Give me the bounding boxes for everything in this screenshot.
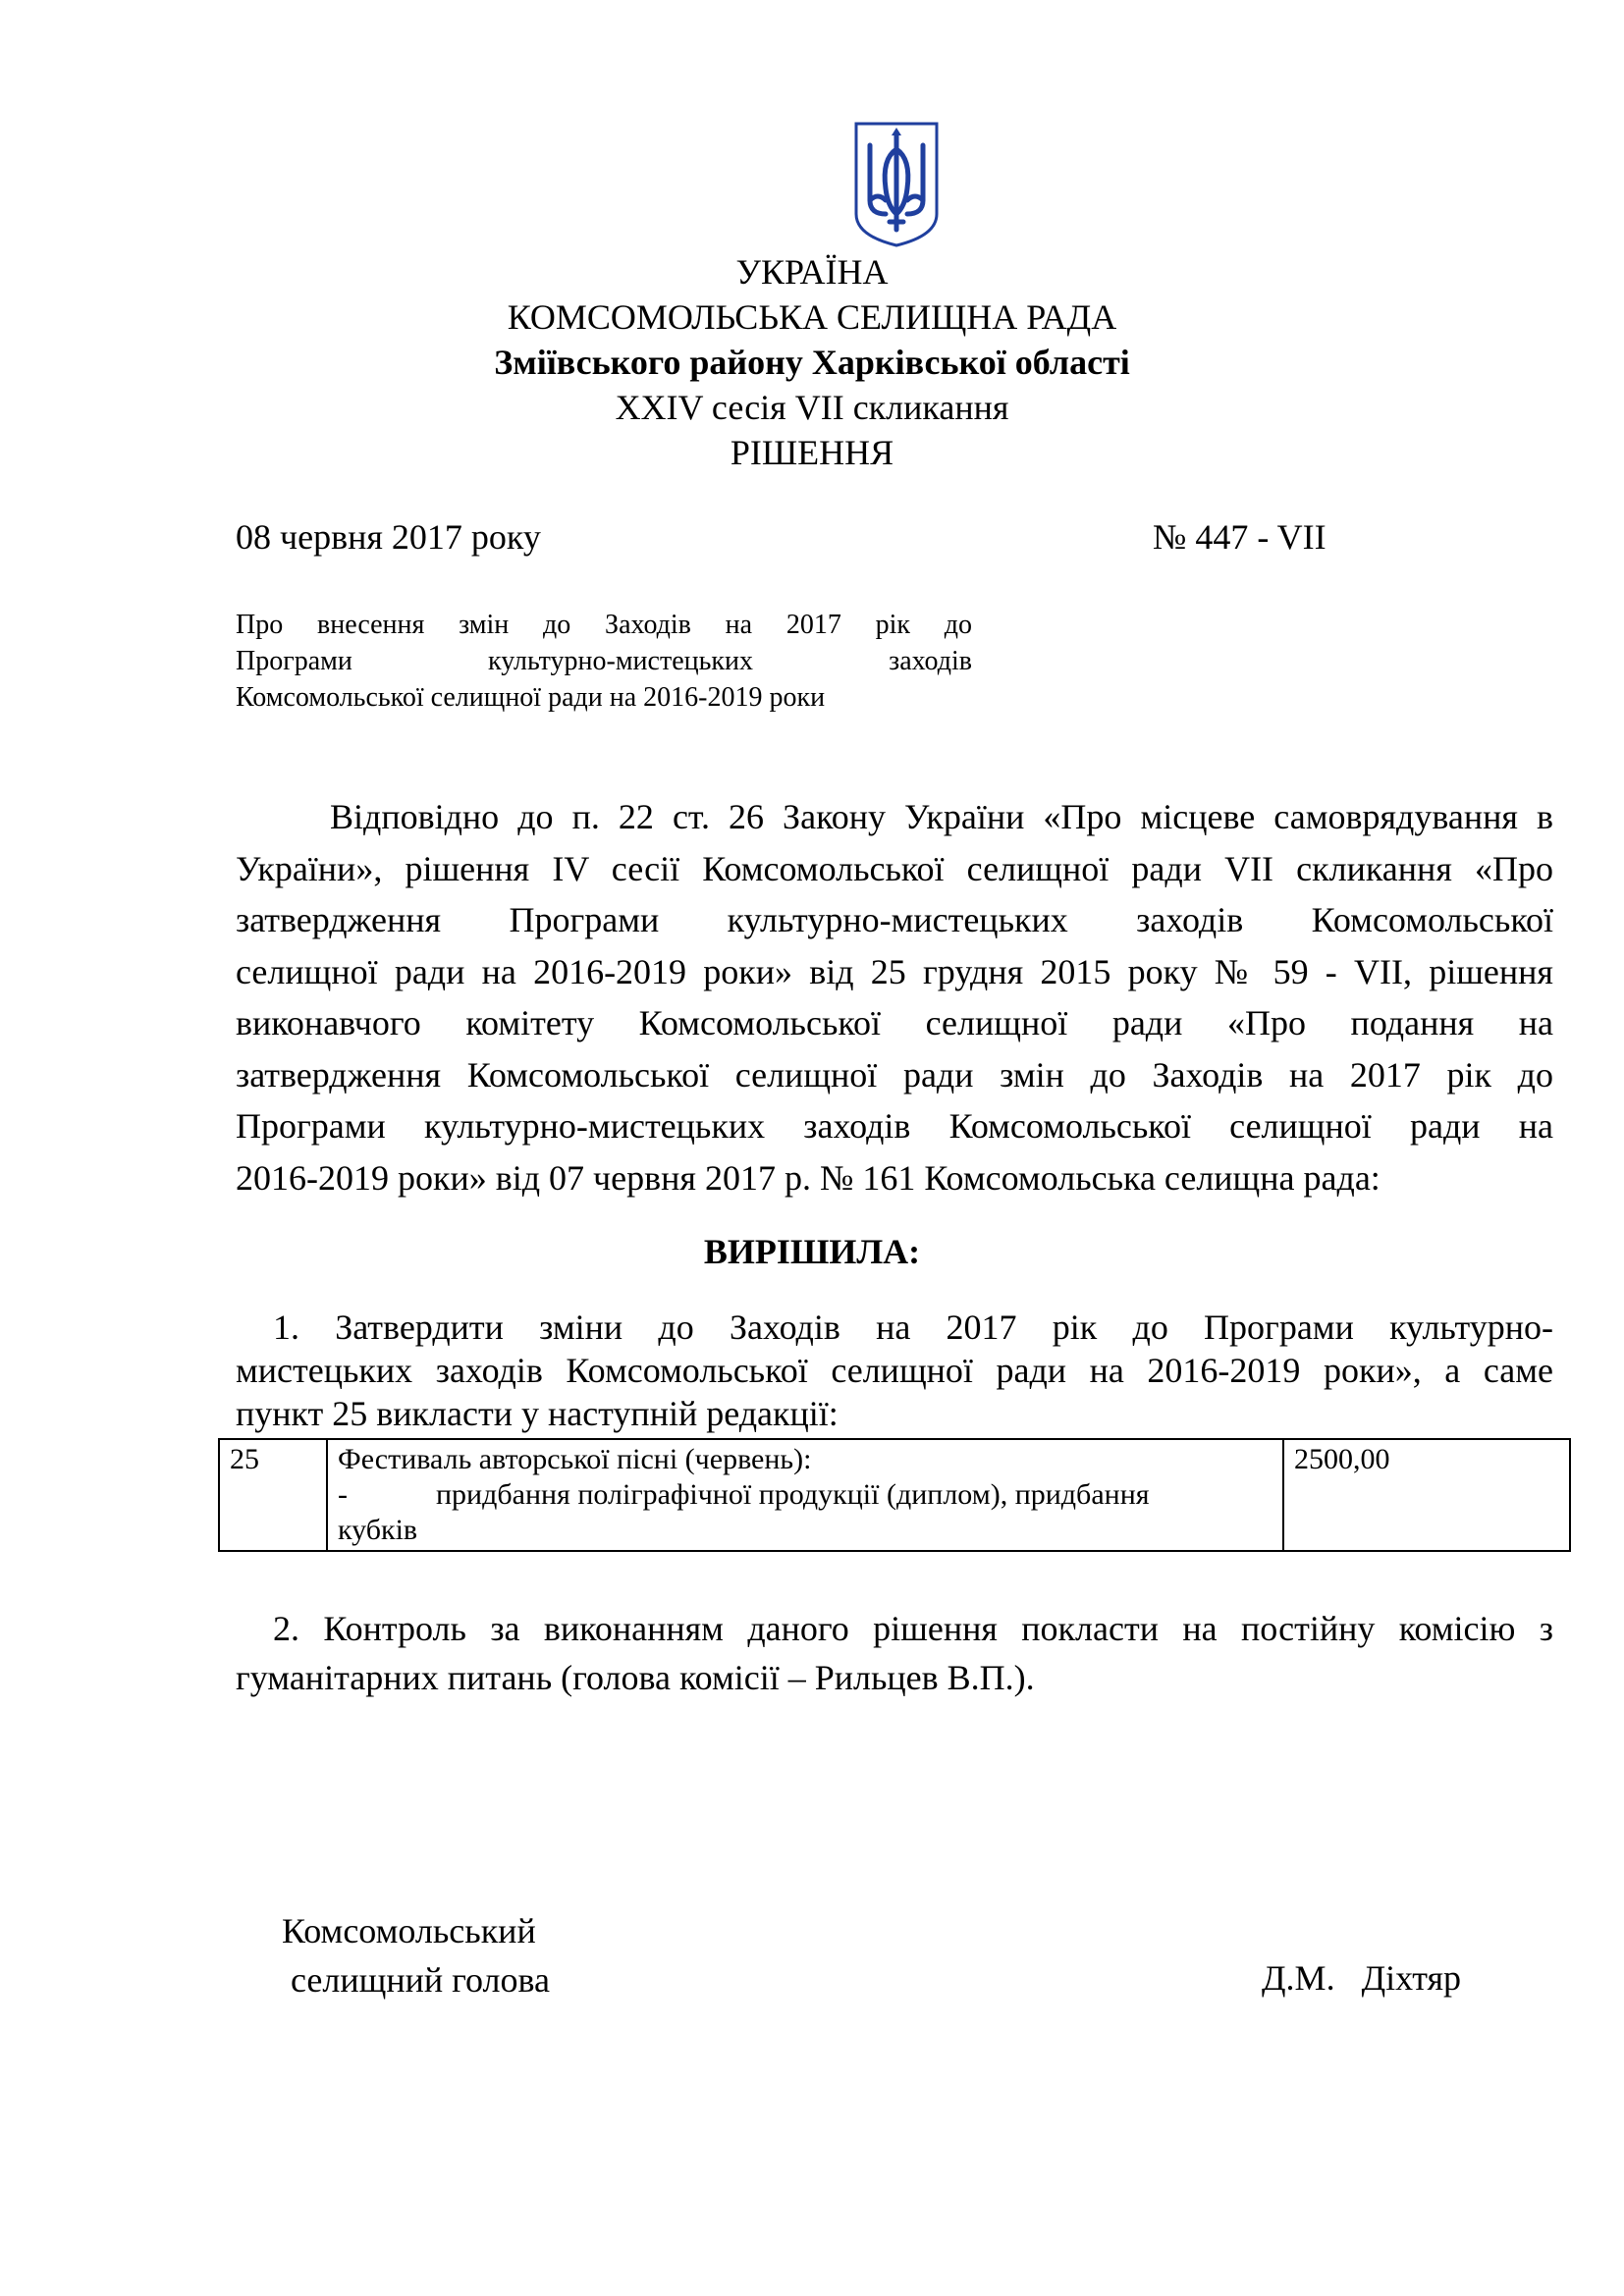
item-1-paragraph xyxy=(236,1306,1553,1435)
item-bullet xyxy=(338,1477,1272,1513)
decided-heading: ВИРІШИЛА: xyxy=(703,1232,921,1271)
preamble-line: Програми культурно-мистецьких заходів Комсомольської селищної ради на xyxy=(236,1106,1553,1146)
subject-line: Програми культурно-мистецьких заходів xyxy=(236,646,972,676)
preamble-line: селищної ради на 2016-2019 роки» від 25 грудня 2015 року № 59 - VII, рішення xyxy=(236,951,1553,991)
decision-number: № 447 - VII xyxy=(1153,517,1326,557)
preamble-line: України», рішення IV сесії Комсомольської селищної ради VII скликання «Про xyxy=(236,848,1553,888)
decision-subject xyxy=(236,607,972,716)
program-item-table xyxy=(218,1438,1571,1552)
signatory-name: Д.М. Діхтяр xyxy=(1262,1958,1462,1998)
preamble-line: 2016-2019 роки» від 07 червня 2017 р. № 161 Комсомольська селищна рада: xyxy=(236,1157,1380,1198)
item-number-cell: 25 xyxy=(219,1439,327,1551)
country-name: УКРАЇНА xyxy=(735,252,889,292)
preamble-paragraph xyxy=(236,791,1553,1203)
district-name: Зміївського району Харківської області xyxy=(494,343,1130,382)
document-header xyxy=(0,249,1624,475)
subject-line: Про внесення змін до Заходів на 2017 рік до xyxy=(236,610,972,640)
preamble-line: Відповідно до п. 22 ст. 26 Закону України «Про місцеве самоврядування в xyxy=(330,797,1553,836)
item-1-line: мистецьких заходів Комсомольської селищної ради на 2016-2019 роки», а саме xyxy=(236,1351,1553,1390)
signatory-position xyxy=(282,1906,550,2004)
item-title: Фестиваль авторської пісні (червень): xyxy=(338,1443,812,1475)
preamble-line: затвердження Програми культурно-мистецьких заходів Комсомольської xyxy=(236,900,1553,939)
subject-line: Комсомольської селищної ради на 2016-2019 роки xyxy=(236,682,826,713)
preamble-line: виконавчого комітету Комсомольської селищної ради «Про подання на xyxy=(236,1003,1553,1042)
item-2-line: гуманітарних питань (голова комісії – Рильцев В.П.). xyxy=(236,1658,1035,1697)
preamble-line: затвердження Комсомольської селищної ради змін до Заходів на 2017 рік до xyxy=(236,1054,1553,1095)
item-1-line: пункт 25 викласти у наступній редакції: xyxy=(236,1394,839,1433)
document-type: РІШЕННЯ xyxy=(730,433,894,472)
bullet-text-continuation: кубків xyxy=(338,1514,418,1546)
coat-of-arms-icon xyxy=(852,120,941,249)
item-1-line: 1. Затвердити зміни до Заходів на 2017 рік до Програми культурно- xyxy=(273,1308,1553,1347)
session-line: XXIV сесія VII скликання xyxy=(615,388,1009,427)
bullet-text: придбання поліграфічної продукції (диплом), придбання xyxy=(436,1478,1150,1511)
item-description-cell xyxy=(327,1439,1283,1551)
table-row xyxy=(219,1439,1570,1551)
decision-date: 08 червня 2017 року xyxy=(236,517,541,557)
item-amount-cell: 2500,00 xyxy=(1283,1439,1570,1551)
signatory-position-line: селищний голова xyxy=(282,1960,551,2000)
council-name: КОМСОМОЛЬСЬКА СЕЛИЩНА РАДА xyxy=(507,297,1117,337)
bullet-dash: - xyxy=(338,1478,348,1511)
item-2-line: 2. Контроль за виконанням даного рішення покласти на постійну комісію з xyxy=(273,1609,1553,1648)
signatory-position-line: Комсомольський xyxy=(282,1911,536,1950)
item-2-paragraph xyxy=(236,1604,1553,1702)
